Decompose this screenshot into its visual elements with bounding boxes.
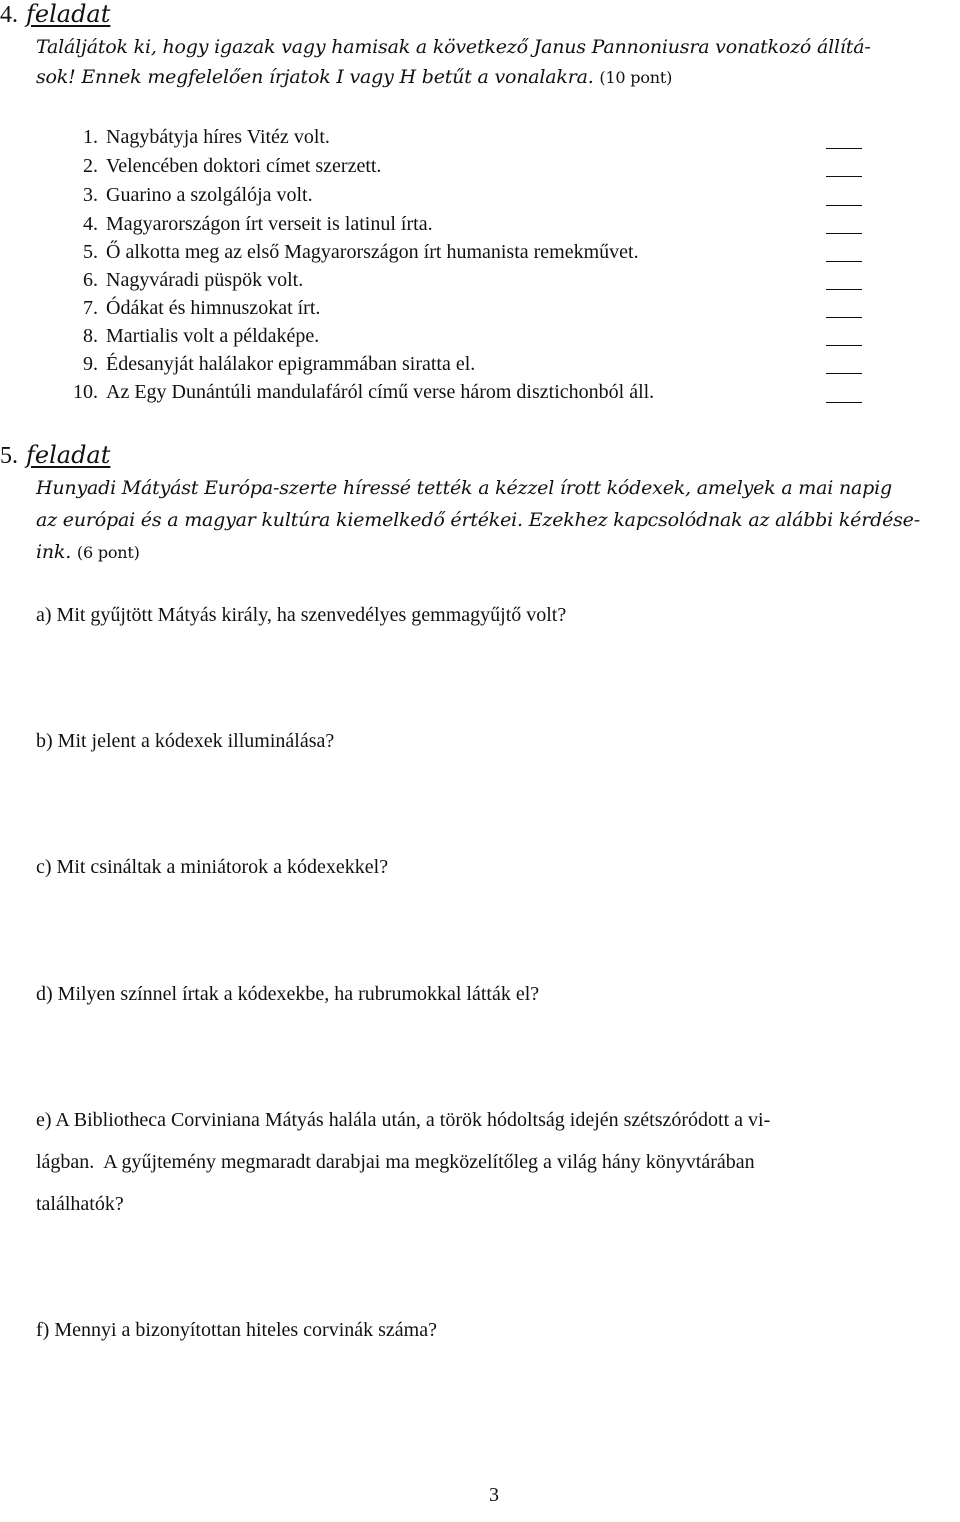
task5-intro-line-1: Hunyadi Mátyást Európa-szerte híressé tették a kézzel írott kódexek, amelyek a mai napig [36,477,892,499]
question-e-line-3: találhatók? [36,1193,124,1215]
statement-8: 8. Martialis volt a példaképe. [83,325,320,347]
question-c: c) Mit csináltak a miniátorok a kódexekkel? [36,856,389,878]
task4-intro-line-2: sok! Ennek megfelelően írjatok I vagy H betűt a vonalakra. (10 pont) [36,66,673,88]
task5-label: feladat [26,441,111,469]
task4-points: (10 pont) [599,68,673,87]
answer-blank-1[interactable] [826,148,862,149]
statement-6: 6. Nagyváradi püspök volt. [83,269,304,291]
answer-blank-5[interactable] [826,261,862,262]
task4-heading [0,0,110,29]
task4-label: feladat [26,0,111,28]
statement-3: 3. Guarino a szolgálója volt. [83,184,313,206]
answer-blank-4[interactable] [826,233,862,234]
answer-blank-8[interactable] [826,345,862,346]
question-b: b) Mit jelent a kódexek illuminálása? [36,730,335,752]
task4-intro-line-1: Találjátok ki, hogy igazak vagy hamisak a következő Janus Pannoniusra vonatkozó állítá- [36,36,871,58]
statement-10: 10. Az Egy Dunántúli mandulafáról című verse három disztichonból áll. [73,381,655,403]
answer-blank-3[interactable] [826,205,862,206]
answer-blank-9[interactable] [826,373,862,374]
question-f: f) Mennyi a bizonyítottan hiteles corvinák száma? [36,1319,437,1341]
task4-number: 4. [0,2,18,28]
statement-1: 1. Nagybátyja híres Vitéz volt. [83,126,330,148]
answer-blank-2[interactable] [826,176,862,177]
statement-9: 9. Édesanyját halálakor epigrammában siratta el. [83,353,476,375]
task5-intro-line-3: ink. (6 pont) [36,541,140,563]
task5-heading [0,441,110,470]
statement-4: 4. Magyarországon írt verseit is latinul írta. [83,213,433,235]
answer-blank-10[interactable] [826,402,862,403]
statement-7: 7. Ódákat és himnuszokat írt. [83,297,321,319]
question-d: d) Milyen színnel írtak a kódexekbe, ha rubrumokkal látták el? [36,983,540,1005]
question-e-line-1: e) A Bibliotheca Corviniana Mátyás halála után, a török hódoltság idején szétszóródott a vi- [36,1109,771,1131]
task5-points: (6 pont) [76,543,140,562]
question-a: a) Mit gyűjtött Mátyás király, ha szenvedélyes gemmagyűjtő volt? [36,604,567,626]
page-number: 3 [489,1484,499,1506]
question-e-line-2: lágban. A gyűjtemény megmaradt darabjai ma megközelítőleg a világ hány könyvtárában [36,1151,755,1173]
task5-number: 5. [0,443,18,469]
answer-blank-7[interactable] [826,317,862,318]
statement-2: 2. Velencében doktori címet szerzett. [83,155,382,177]
statement-5: 5. Ő alkotta meg az első Magyarországon írt humanista remekművet. [83,241,639,263]
task5-intro-line-2: az európai és a magyar kultúra kiemelkedő értékei. Ezekhez kapcsolódnak az alábbi kérdése- [36,509,920,531]
answer-blank-6[interactable] [826,289,862,290]
